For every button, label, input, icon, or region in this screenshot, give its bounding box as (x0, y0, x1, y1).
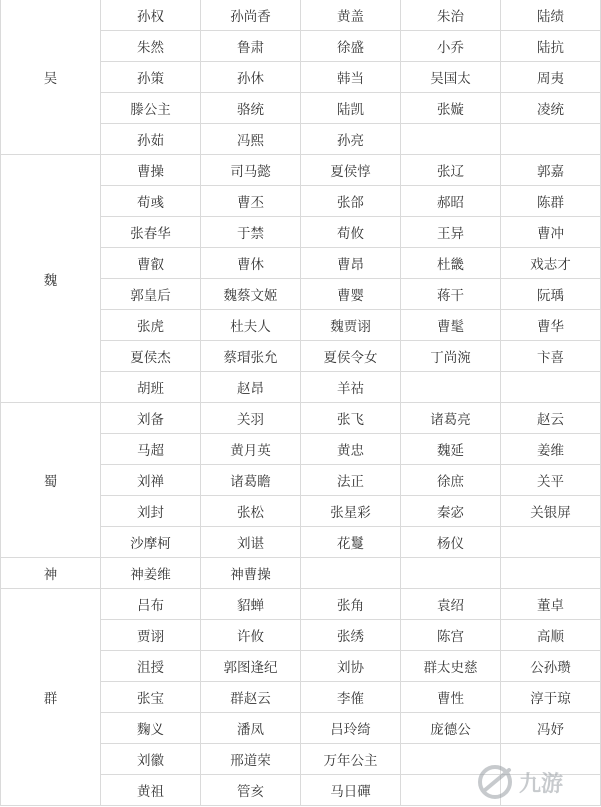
character-cell: 陆绩 (501, 0, 601, 31)
character-cell: 姜维 (501, 434, 601, 465)
character-cell: 万年公主 (301, 744, 401, 775)
character-cell: 小乔 (401, 31, 501, 62)
character-cell: 骆统 (201, 93, 301, 124)
character-cell: 陈宫 (401, 620, 501, 651)
character-cell: 阮瑀 (501, 279, 601, 310)
character-cell: 杜夫人 (201, 310, 301, 341)
character-cell: 孙亮 (301, 124, 401, 155)
character-cell: 麴义 (101, 713, 201, 744)
character-cell (401, 744, 501, 775)
roster-body (1, 0, 601, 806)
character-cell: 管亥 (201, 775, 301, 806)
character-cell: 夏侯惇 (301, 155, 401, 186)
character-cell: 李傕 (301, 682, 401, 713)
character-cell: 朱然 (101, 31, 201, 62)
character-cell: 邢道荣 (201, 744, 301, 775)
character-cell: 高顺 (501, 620, 601, 651)
faction-label: 神 (1, 558, 101, 589)
character-cell: 蔡瑁张允 (201, 341, 301, 372)
table-row (1, 558, 601, 589)
character-cell: 庞德公 (401, 713, 501, 744)
character-cell (401, 124, 501, 155)
character-cell: 赵云 (501, 403, 601, 434)
character-cell: 孙权 (101, 0, 201, 31)
character-cell: 荀攸 (301, 217, 401, 248)
character-cell: 郝昭 (401, 186, 501, 217)
character-cell: 吕布 (101, 589, 201, 620)
character-cell: 神姜维 (101, 558, 201, 589)
character-cell: 淳于琼 (501, 682, 601, 713)
character-cell: 公孙瓒 (501, 651, 601, 682)
character-cell: 卞喜 (501, 341, 601, 372)
character-cell: 貂蝉 (201, 589, 301, 620)
character-cell: 夏侯杰 (101, 341, 201, 372)
character-cell: 关平 (501, 465, 601, 496)
character-cell: 孙尚香 (201, 0, 301, 31)
character-cell: 孙策 (101, 62, 201, 93)
table-row (1, 155, 601, 186)
character-cell: 司马懿 (201, 155, 301, 186)
character-cell: 张飞 (301, 403, 401, 434)
character-cell: 韩当 (301, 62, 401, 93)
character-cell: 朱治 (401, 0, 501, 31)
character-cell: 贾诩 (101, 620, 201, 651)
faction-label: 蜀 (1, 403, 101, 558)
character-cell: 徐盛 (301, 31, 401, 62)
character-cell (401, 775, 501, 806)
character-cell: 鲁肃 (201, 31, 301, 62)
character-cell: 郭皇后 (101, 279, 201, 310)
faction-label: 吴 (1, 0, 101, 155)
character-cell: 夏侯令女 (301, 341, 401, 372)
character-cell: 赵昂 (201, 372, 301, 403)
character-cell: 刘禅 (101, 465, 201, 496)
character-cell: 张松 (201, 496, 301, 527)
faction-label: 魏 (1, 155, 101, 403)
character-cell: 魏延 (401, 434, 501, 465)
table-row (1, 589, 601, 620)
character-cell: 陆凯 (301, 93, 401, 124)
character-cell: 曹性 (401, 682, 501, 713)
character-cell: 魏贾诩 (301, 310, 401, 341)
character-cell: 冯妤 (501, 713, 601, 744)
character-cell (401, 558, 501, 589)
character-cell: 王异 (401, 217, 501, 248)
character-cell: 刘徽 (101, 744, 201, 775)
character-cell: 花鬘 (301, 527, 401, 558)
character-cell (501, 372, 601, 403)
character-cell: 于禁 (201, 217, 301, 248)
character-cell: 戏志才 (501, 248, 601, 279)
character-cell: 曹丕 (201, 186, 301, 217)
character-cell: 郭图逢纪 (201, 651, 301, 682)
character-cell: 徐庶 (401, 465, 501, 496)
character-cell: 群赵云 (201, 682, 301, 713)
character-cell (401, 372, 501, 403)
character-cell: 张郃 (301, 186, 401, 217)
character-cell: 冯熙 (201, 124, 301, 155)
character-cell: 曹髦 (401, 310, 501, 341)
character-cell: 张嫙 (401, 93, 501, 124)
character-cell: 胡班 (101, 372, 201, 403)
character-cell: 黄盖 (301, 0, 401, 31)
character-cell: 曹冲 (501, 217, 601, 248)
character-cell: 黄月英 (201, 434, 301, 465)
character-cell: 黄祖 (101, 775, 201, 806)
character-cell: 刘封 (101, 496, 201, 527)
character-cell: 陈群 (501, 186, 601, 217)
watermark-text: 九游 (519, 772, 564, 797)
character-cell: 张辽 (401, 155, 501, 186)
character-cell: 荀彧 (101, 186, 201, 217)
character-cell: 曹操 (101, 155, 201, 186)
character-cell: 曹叡 (101, 248, 201, 279)
character-cell: 关羽 (201, 403, 301, 434)
character-cell: 张绣 (301, 620, 401, 651)
table-row (1, 403, 601, 434)
character-cell: 张角 (301, 589, 401, 620)
character-cell: 曹华 (501, 310, 601, 341)
character-cell (501, 744, 601, 775)
character-cell: 郭嘉 (501, 155, 601, 186)
character-cell: 黄忠 (301, 434, 401, 465)
character-cell: 群太史慈 (401, 651, 501, 682)
character-cell: 刘协 (301, 651, 401, 682)
character-cell: 刘谌 (201, 527, 301, 558)
character-cell: 孙休 (201, 62, 301, 93)
character-cell (301, 558, 401, 589)
character-cell: 滕公主 (101, 93, 201, 124)
character-cell: 吴国太 (401, 62, 501, 93)
character-cell: 神曹操 (201, 558, 301, 589)
character-cell (501, 558, 601, 589)
character-cell: 杨仪 (401, 527, 501, 558)
character-cell (501, 775, 601, 806)
character-cell: 沙摩柯 (101, 527, 201, 558)
character-cell: 张星彩 (301, 496, 401, 527)
character-cell: 马超 (101, 434, 201, 465)
faction-label: 群 (1, 589, 101, 806)
character-cell: 羊祜 (301, 372, 401, 403)
character-cell: 魏蔡文姬 (201, 279, 301, 310)
character-cell: 潘凤 (201, 713, 301, 744)
character-cell (501, 124, 601, 155)
character-cell: 孙茹 (101, 124, 201, 155)
character-cell: 吕玲绮 (301, 713, 401, 744)
character-cell: 刘备 (101, 403, 201, 434)
character-cell: 丁尚涴 (401, 341, 501, 372)
character-cell: 曹婴 (301, 279, 401, 310)
character-cell: 法正 (301, 465, 401, 496)
table-row (1, 0, 601, 31)
character-cell (501, 527, 601, 558)
character-cell: 许攸 (201, 620, 301, 651)
character-cell: 陆抗 (501, 31, 601, 62)
character-cell: 周夷 (501, 62, 601, 93)
character-cell: 秦宓 (401, 496, 501, 527)
character-cell: 沮授 (101, 651, 201, 682)
character-cell: 袁绍 (401, 589, 501, 620)
character-cell: 杜畿 (401, 248, 501, 279)
character-cell: 曹昂 (301, 248, 401, 279)
character-cell: 张虎 (101, 310, 201, 341)
character-cell: 董卓 (501, 589, 601, 620)
character-cell: 蒋干 (401, 279, 501, 310)
character-cell: 张宝 (101, 682, 201, 713)
character-cell: 曹休 (201, 248, 301, 279)
character-cell: 凌统 (501, 93, 601, 124)
character-cell: 关银屏 (501, 496, 601, 527)
character-cell: 张春华 (101, 217, 201, 248)
character-cell: 诸葛瞻 (201, 465, 301, 496)
character-cell: 诸葛亮 (401, 403, 501, 434)
character-cell: 马日磾 (301, 775, 401, 806)
